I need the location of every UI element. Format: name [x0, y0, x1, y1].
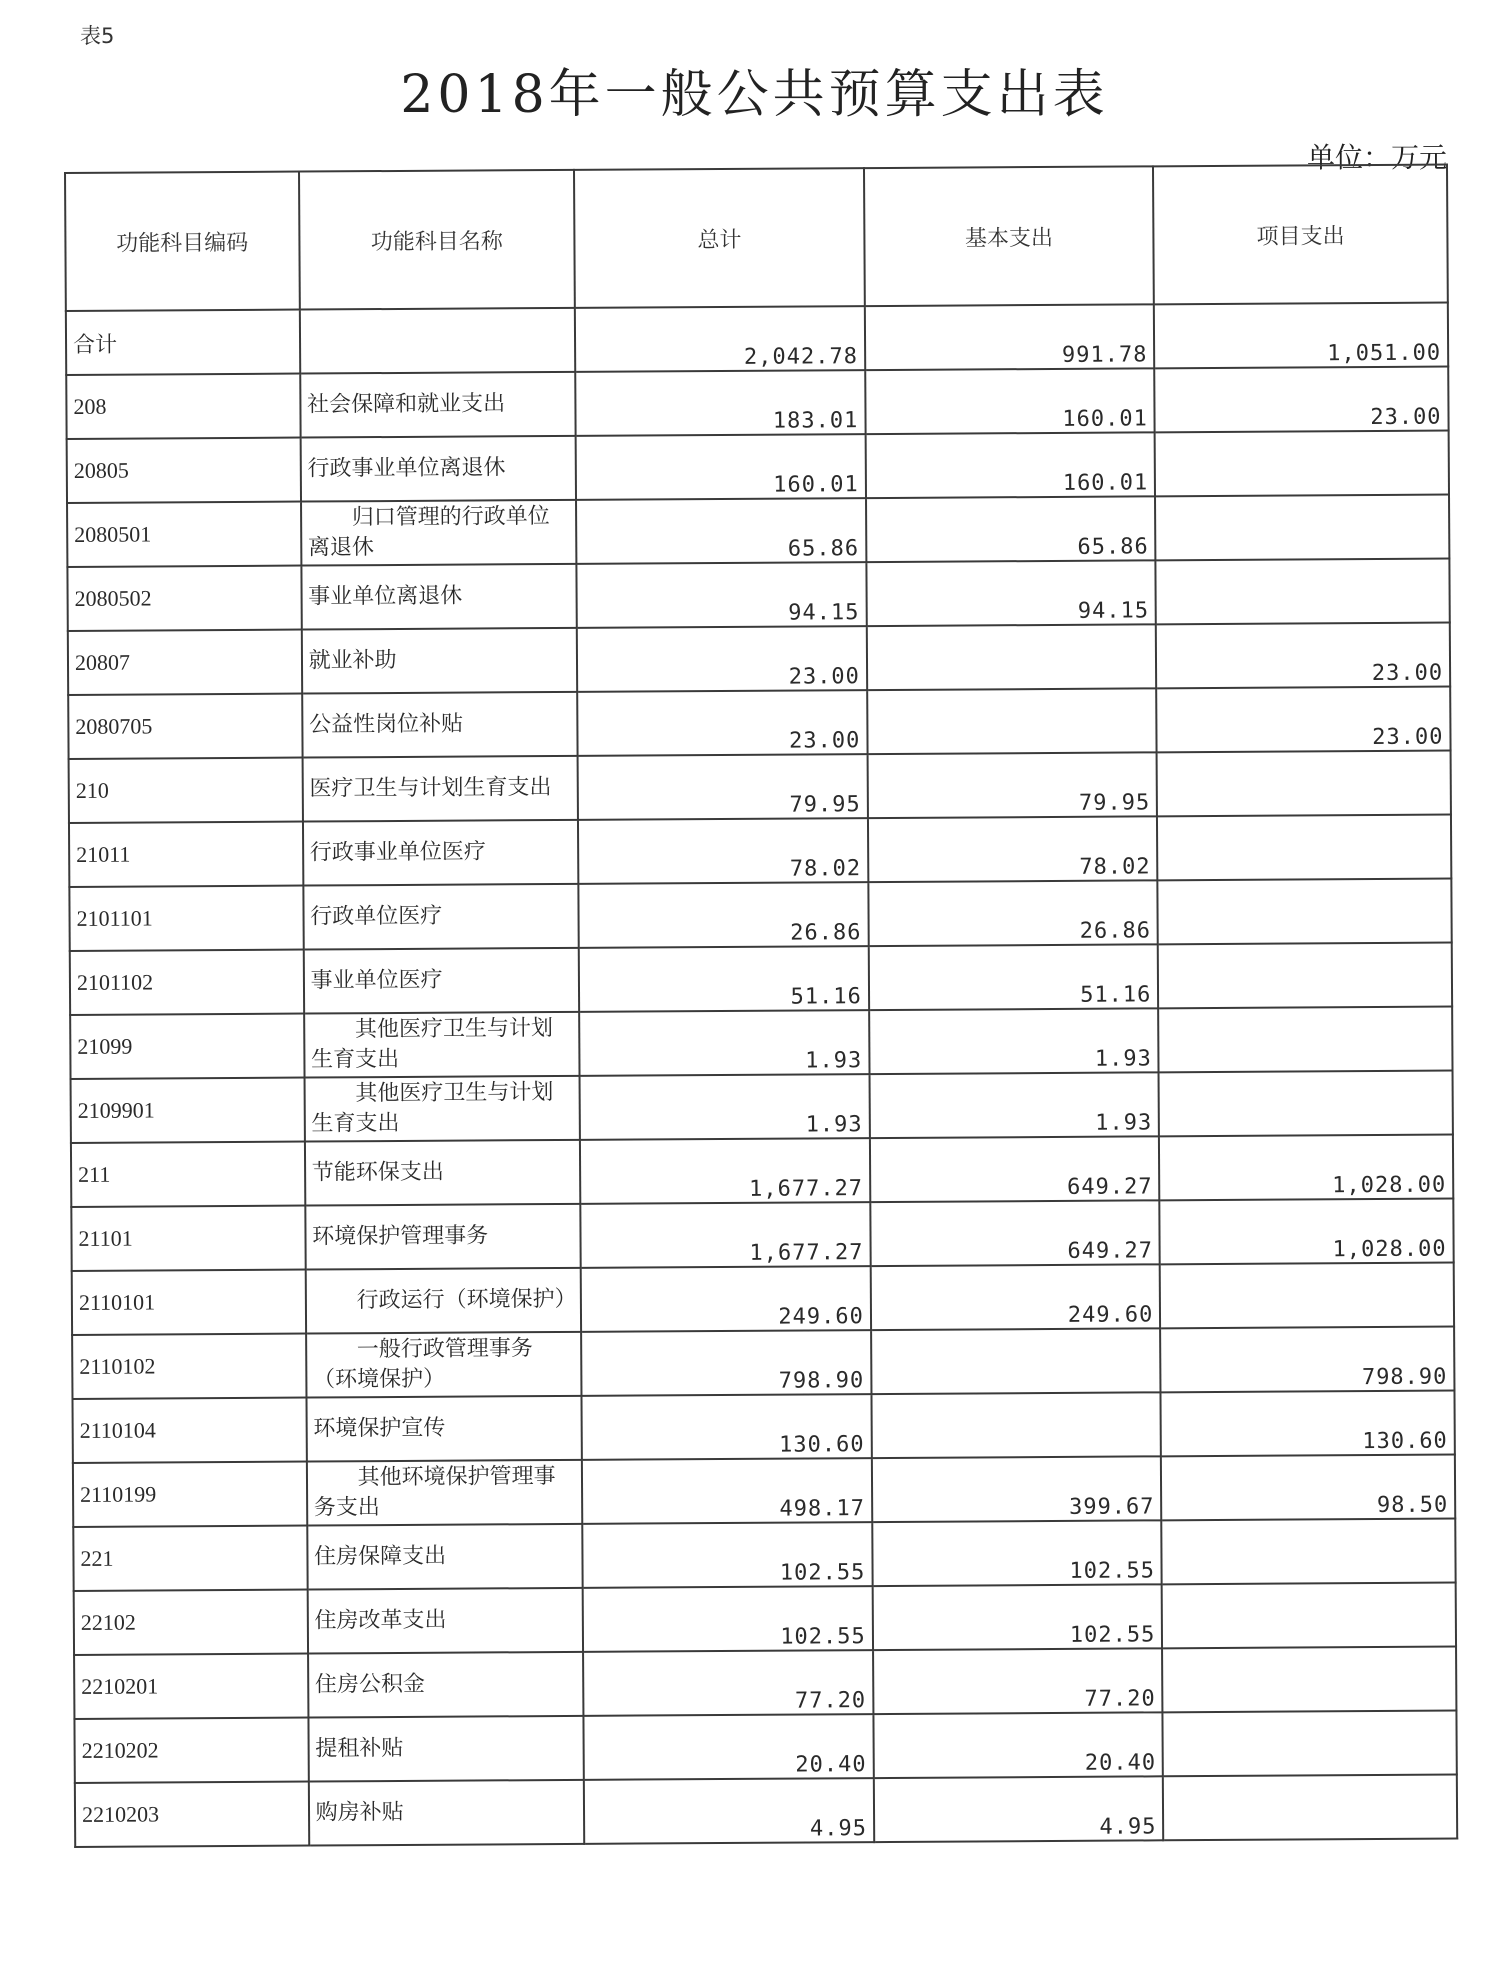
row-code: 2101101	[69, 886, 303, 951]
row-total: 26.86	[579, 882, 869, 948]
row-name: 行政单位医疗	[303, 884, 579, 950]
table-row	[70, 943, 1452, 1015]
row-name: 提租补贴	[308, 1716, 584, 1782]
row-project	[1162, 1647, 1456, 1713]
row-basic	[867, 688, 1157, 754]
row-code: 合计	[66, 310, 300, 375]
row-name: 其他医疗卫生与计划生育支出	[304, 1076, 580, 1142]
row-basic: 65.86	[866, 496, 1156, 562]
row-code: 20807	[68, 630, 302, 695]
row-code: 21101	[71, 1206, 305, 1271]
table-body	[66, 303, 1457, 1847]
table-row	[66, 367, 1448, 439]
row-basic: 51.16	[869, 944, 1159, 1010]
row-total: 130.60	[582, 1394, 872, 1460]
row-project	[1158, 1007, 1452, 1073]
row-total: 65.86	[576, 498, 866, 564]
row-name: 其他医疗卫生与计划生育支出	[304, 1012, 580, 1078]
row-name: 归口管理的行政单位离退休	[301, 500, 577, 566]
table-row	[71, 1071, 1453, 1143]
table-row	[67, 495, 1449, 567]
row-name: 社会保障和就业支出	[300, 372, 576, 438]
row-project: 1,028.00	[1160, 1199, 1454, 1265]
row-code: 2101102	[70, 950, 304, 1015]
row-basic: 649.27	[870, 1136, 1160, 1202]
row-project	[1162, 1583, 1456, 1649]
row-code: 211	[71, 1142, 305, 1207]
table-row	[67, 431, 1449, 503]
row-project	[1158, 879, 1452, 945]
row-basic: 399.67	[872, 1456, 1162, 1522]
row-project: 23.00	[1156, 623, 1450, 689]
row-basic: 991.78	[865, 304, 1155, 370]
row-basic: 1.93	[869, 1072, 1159, 1138]
row-basic: 79.95	[867, 752, 1157, 818]
header-project: 项目支出	[1153, 165, 1447, 305]
row-code: 2080502	[67, 566, 301, 631]
row-code: 2080501	[67, 502, 301, 567]
row-basic	[871, 1392, 1161, 1458]
table-row	[69, 879, 1451, 951]
row-basic: 102.55	[872, 1584, 1162, 1650]
row-project: 130.60	[1161, 1391, 1455, 1457]
row-name: 节能环保支出	[305, 1140, 581, 1206]
row-basic: 26.86	[868, 880, 1158, 946]
row-code: 208	[66, 374, 300, 439]
row-project: 23.00	[1157, 687, 1451, 753]
row-code: 210	[69, 758, 303, 823]
row-total: 1,677.27	[580, 1138, 870, 1204]
row-total: 23.00	[577, 690, 867, 756]
row-project	[1163, 1711, 1457, 1777]
table-header-row	[65, 165, 1448, 311]
header-code: 功能科目编码	[65, 172, 299, 311]
row-code: 2210202	[74, 1718, 308, 1783]
row-basic: 1.93	[869, 1008, 1159, 1074]
row-total: 102.55	[582, 1522, 872, 1588]
row-code: 22102	[74, 1590, 308, 1655]
row-code: 20805	[67, 438, 301, 503]
table-row	[71, 1135, 1453, 1207]
row-code: 2080705	[68, 694, 302, 759]
row-total: 94.15	[577, 562, 867, 628]
row-name: 行政事业单位离退休	[300, 436, 576, 502]
row-name: 环境保护宣传	[306, 1396, 582, 1462]
row-total: 798.90	[581, 1330, 871, 1396]
row-project	[1157, 815, 1451, 881]
row-total: 498.17	[582, 1458, 872, 1524]
row-total: 23.00	[577, 626, 867, 692]
row-code: 221	[73, 1526, 307, 1591]
row-name: 事业单位离退休	[301, 564, 577, 630]
row-basic: 78.02	[868, 816, 1158, 882]
row-name: 公益性岗位补贴	[302, 692, 578, 758]
page-title: 2018年一般公共预算支出表	[400, 65, 1109, 125]
row-total: 1.93	[580, 1074, 870, 1140]
row-code: 2109901	[71, 1078, 305, 1143]
row-basic: 4.95	[874, 1776, 1164, 1842]
row-basic: 649.27	[870, 1200, 1160, 1266]
table-row	[74, 1711, 1456, 1783]
row-total: 20.40	[584, 1714, 874, 1780]
row-project	[1158, 943, 1452, 1009]
row-project	[1160, 1263, 1454, 1329]
row-code: 2210203	[75, 1782, 309, 1847]
row-name: 环境保护管理事务	[305, 1204, 581, 1270]
row-code: 2110101	[72, 1270, 306, 1335]
row-name: 其他环境保护管理事务支出	[307, 1460, 583, 1526]
table-number: 表5	[80, 24, 115, 48]
header-total: 总计	[574, 168, 864, 308]
table-row	[68, 623, 1450, 695]
row-project: 23.00	[1155, 367, 1449, 433]
table-row	[67, 559, 1449, 631]
row-name: 住房公积金	[308, 1652, 584, 1718]
row-basic: 160.01	[865, 432, 1155, 498]
row-basic	[871, 1328, 1161, 1394]
row-project: 798.90	[1160, 1327, 1454, 1393]
row-project	[1156, 559, 1450, 625]
row-basic: 77.20	[873, 1648, 1163, 1714]
row-code: 2110104	[72, 1398, 306, 1463]
row-code: 2110102	[72, 1334, 306, 1399]
row-total: 102.55	[583, 1586, 873, 1652]
row-total: 51.16	[579, 946, 869, 1012]
table-row	[69, 751, 1451, 823]
table-row	[68, 687, 1450, 759]
unit-label: 单位：万元	[1306, 141, 1447, 174]
row-basic: 94.15	[866, 560, 1156, 626]
table-row	[75, 1775, 1457, 1847]
row-total: 249.60	[581, 1266, 871, 1332]
table-row	[70, 1007, 1452, 1079]
row-basic: 160.01	[865, 368, 1155, 434]
row-name: 事业单位医疗	[303, 948, 579, 1014]
row-total: 77.20	[583, 1650, 873, 1716]
table-row	[72, 1391, 1454, 1463]
row-total: 160.01	[576, 434, 866, 500]
row-code: 2110199	[73, 1462, 307, 1527]
row-name: 行政运行（环境保护）	[305, 1268, 581, 1334]
row-code: 2210201	[74, 1654, 308, 1719]
table-row	[72, 1263, 1454, 1335]
row-total: 1,677.27	[581, 1202, 871, 1268]
row-name	[300, 308, 576, 374]
row-project: 1,028.00	[1159, 1135, 1453, 1201]
table-row	[72, 1327, 1454, 1399]
row-total: 183.01	[575, 370, 865, 436]
row-name: 医疗卫生与计划生育支出	[302, 756, 578, 822]
row-name: 住房改革支出	[307, 1588, 583, 1654]
header-basic: 基本支出	[864, 166, 1154, 306]
row-name: 一般行政管理事务（环境保护）	[306, 1332, 582, 1398]
row-basic: 102.55	[872, 1520, 1162, 1586]
header-name: 功能科目名称	[299, 170, 575, 310]
row-total: 1.93	[579, 1010, 869, 1076]
row-total: 2,042.78	[575, 306, 865, 372]
row-name: 就业补助	[301, 628, 577, 694]
table-row	[66, 303, 1448, 375]
row-basic: 20.40	[873, 1712, 1163, 1778]
row-project	[1155, 495, 1449, 561]
table-row	[73, 1519, 1455, 1591]
row-code: 21011	[69, 822, 303, 887]
table-row	[69, 815, 1451, 887]
row-total: 4.95	[584, 1778, 874, 1844]
row-project	[1163, 1775, 1457, 1841]
row-name: 住房保障支出	[307, 1524, 583, 1590]
table-row	[74, 1583, 1456, 1655]
table-row	[71, 1199, 1453, 1271]
row-project	[1159, 1071, 1453, 1137]
row-code: 21099	[70, 1014, 304, 1079]
row-total: 79.95	[578, 754, 868, 820]
row-project: 1,051.00	[1154, 303, 1448, 369]
row-project	[1155, 431, 1449, 497]
table-row	[74, 1647, 1456, 1719]
row-basic: 249.60	[870, 1264, 1160, 1330]
row-project	[1157, 751, 1451, 817]
row-name: 行政事业单位医疗	[303, 820, 579, 886]
row-name: 购房补贴	[308, 1780, 584, 1846]
row-basic	[867, 624, 1157, 690]
row-total: 78.02	[578, 818, 868, 884]
row-project	[1162, 1519, 1456, 1585]
table-row	[73, 1455, 1455, 1527]
budget-table	[64, 164, 1458, 1848]
row-project: 98.50	[1161, 1455, 1455, 1521]
